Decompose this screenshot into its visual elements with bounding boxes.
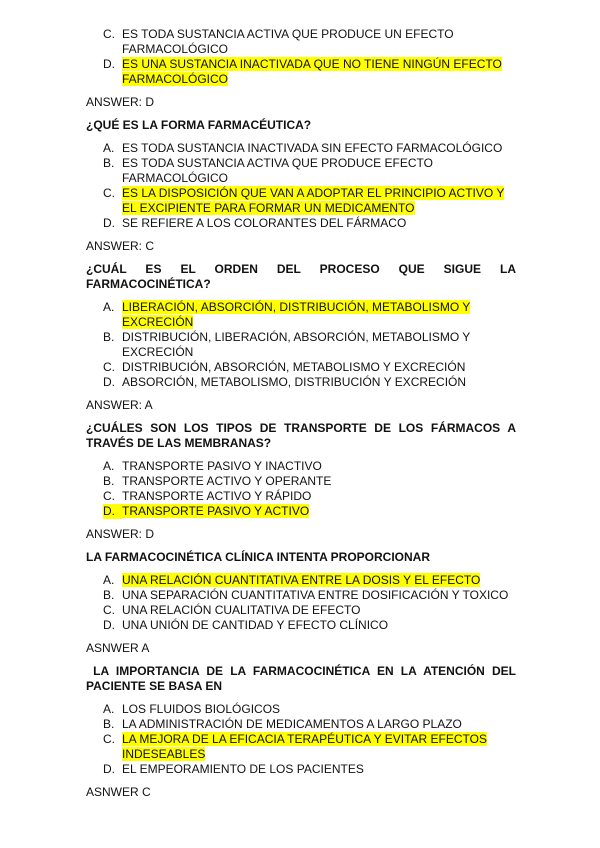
option-item-correct	[86, 186, 516, 216]
option-item	[86, 27, 516, 57]
option-text: EL EMPEORAMIENTO DE LOS PACIENTES	[122, 762, 364, 776]
option-list	[86, 300, 516, 390]
option-item	[86, 459, 516, 474]
answer-line: ANSWER: A	[86, 398, 153, 412]
option-letter: A.	[103, 300, 115, 314]
option-item	[86, 375, 516, 390]
option-letter: D.	[103, 375, 115, 389]
question-heading: ¿CUÁL ES EL ORDEN DEL PROCESO QUE SIGUE LA FARMACOCINÉTICA?	[86, 262, 516, 291]
option-text: TRANSPORTE ACTIVO Y RÁPIDO	[122, 489, 312, 503]
option-list	[86, 459, 516, 519]
answer-line: ANSWER: C	[86, 239, 155, 253]
option-list	[86, 27, 516, 87]
option-item	[86, 216, 516, 231]
option-letter: D.	[103, 618, 115, 632]
option-letter: A.	[103, 573, 115, 587]
option-text: TRANSPORTE ACTIVO Y OPERANTE	[122, 474, 332, 488]
option-letter: D.	[103, 504, 122, 519]
option-text: ES UNA SUSTANCIA INACTIVADA QUE NO TIENE NINGÚN EFECTO FARMACOLÓGICO	[122, 57, 502, 86]
option-item-correct	[86, 300, 516, 330]
option-text: TRANSPORTE PASIVO Y INACTIVO	[122, 459, 322, 473]
option-letter: A.	[103, 702, 115, 716]
document-page	[86, 27, 520, 800]
option-text: UNA SEPARACIÓN CUANTITATIVA ENTRE DOSIFICACIÓN Y TOXICO	[122, 588, 509, 602]
option-text: ES TODA SUSTANCIA ACTIVA QUE PRODUCE EFECTO FARMACOLÓGICO	[122, 156, 433, 185]
option-item	[86, 702, 516, 717]
answer-line: ASNWER A	[86, 641, 150, 655]
option-letter: C.	[103, 732, 115, 746]
option-text: LIBERACIÓN, ABSORCIÓN, DISTRIBUCIÓN, METABOLISMO Y EXCRECIÓN	[122, 300, 471, 329]
option-item-correct	[86, 57, 516, 87]
question-heading: LA FARMACOCINÉTICA CLÍNICA INTENTA PROPORCIONAR	[86, 550, 430, 564]
option-item	[86, 618, 516, 633]
option-item	[86, 489, 516, 504]
option-text: UNA RELACIÓN CUALITATIVA DE EFECTO	[122, 603, 361, 617]
option-item-correct	[103, 504, 516, 519]
option-item	[86, 141, 516, 156]
option-item-correct	[86, 573, 516, 588]
option-letter: C.	[103, 360, 115, 374]
option-letter: B.	[103, 330, 115, 344]
option-text: DISTRIBUCIÓN, LIBERACIÓN, ABSORCIÓN, METABOLISMO Y EXCRECIÓN	[122, 330, 471, 359]
question-heading: ¿QUÉ ES LA FORMA FARMACÉUTICA?	[86, 118, 312, 132]
option-letter: C.	[103, 489, 115, 503]
option-text: UNA UNIÓN DE CANTIDAD Y EFECTO CLÍNICO	[122, 618, 389, 632]
option-item	[86, 360, 516, 375]
option-text: LA MEJORA DE LA EFICACIA TERAPÉUTICA Y EVITAR EFECTOS INDESEABLES	[122, 732, 488, 761]
option-text: ES LA DISPOSICIÓN QUE VAN A ADOPTAR EL PRINCIPIO ACTIVO Y EL EXCIPIENTE PARA FORMAR UN MEDICAMENTO	[122, 186, 505, 215]
option-text: ES TODA SUSTANCIA INACTIVADA SIN EFECTO FARMACOLÓGICO	[122, 141, 503, 155]
option-item	[86, 588, 516, 603]
option-item	[86, 474, 516, 489]
option-letter: A.	[103, 459, 115, 473]
question-heading: LA IMPORTANCIA DE LA FARMACOCINÉTICA EN LA ATENCIÓN DEL PACIENTE SE BASA EN	[86, 664, 520, 693]
option-letter: D.	[103, 216, 115, 230]
option-text: LA ADMINISTRACIÓN DE MEDICAMENTOS A LARGO PLAZO	[122, 717, 462, 731]
option-list	[86, 573, 516, 633]
option-letter: A.	[103, 141, 115, 155]
option-item	[86, 330, 516, 360]
option-letter: D.	[103, 762, 115, 776]
option-list	[86, 141, 516, 231]
question-heading: ¿CUÁLES SON LOS TIPOS DE TRANSPORTE DE LOS FÁRMACOS A TRAVÉS DE LAS MEMBRANAS?	[86, 421, 516, 450]
option-letter: B.	[103, 156, 115, 170]
option-text: SE REFIERE A LOS COLORANTES DEL FÁRMACO	[122, 216, 407, 230]
option-item-correct	[86, 732, 516, 762]
option-text: ES TODA SUSTANCIA ACTIVA QUE PRODUCE UN EFECTO FARMACOLÓGICO	[122, 27, 454, 56]
option-text: DISTRIBUCIÓN, ABSORCIÓN, METABOLISMO Y EXCRECIÓN	[122, 360, 466, 374]
answer-line: ANSWER: D	[86, 527, 155, 541]
option-text: LOS FLUIDOS BIOLÓGICOS	[122, 702, 281, 716]
option-text: UNA RELACIÓN CUANTITATIVA ENTRE LA DOSIS Y EL EFECTO	[122, 573, 481, 587]
answer-line: ASNWER C	[86, 785, 151, 799]
option-letter: B.	[103, 588, 115, 602]
option-letter: B.	[103, 717, 115, 731]
option-item	[86, 603, 516, 618]
option-item	[86, 156, 516, 186]
option-letter: D.	[103, 57, 115, 71]
option-letter: C.	[103, 186, 115, 200]
option-item	[86, 717, 516, 732]
answer-line: ANSWER: D	[86, 95, 155, 109]
option-list	[86, 702, 516, 777]
option-text: ABSORCIÓN, METABOLISMO, DISTRIBUCIÓN Y EXCRECIÓN	[122, 375, 467, 389]
option-letter: C.	[103, 27, 115, 41]
option-item	[86, 762, 516, 777]
option-letter: B.	[103, 474, 115, 488]
option-letter: C.	[103, 603, 115, 617]
option-text: TRANSPORTE PASIVO Y ACTIVO	[122, 504, 310, 518]
